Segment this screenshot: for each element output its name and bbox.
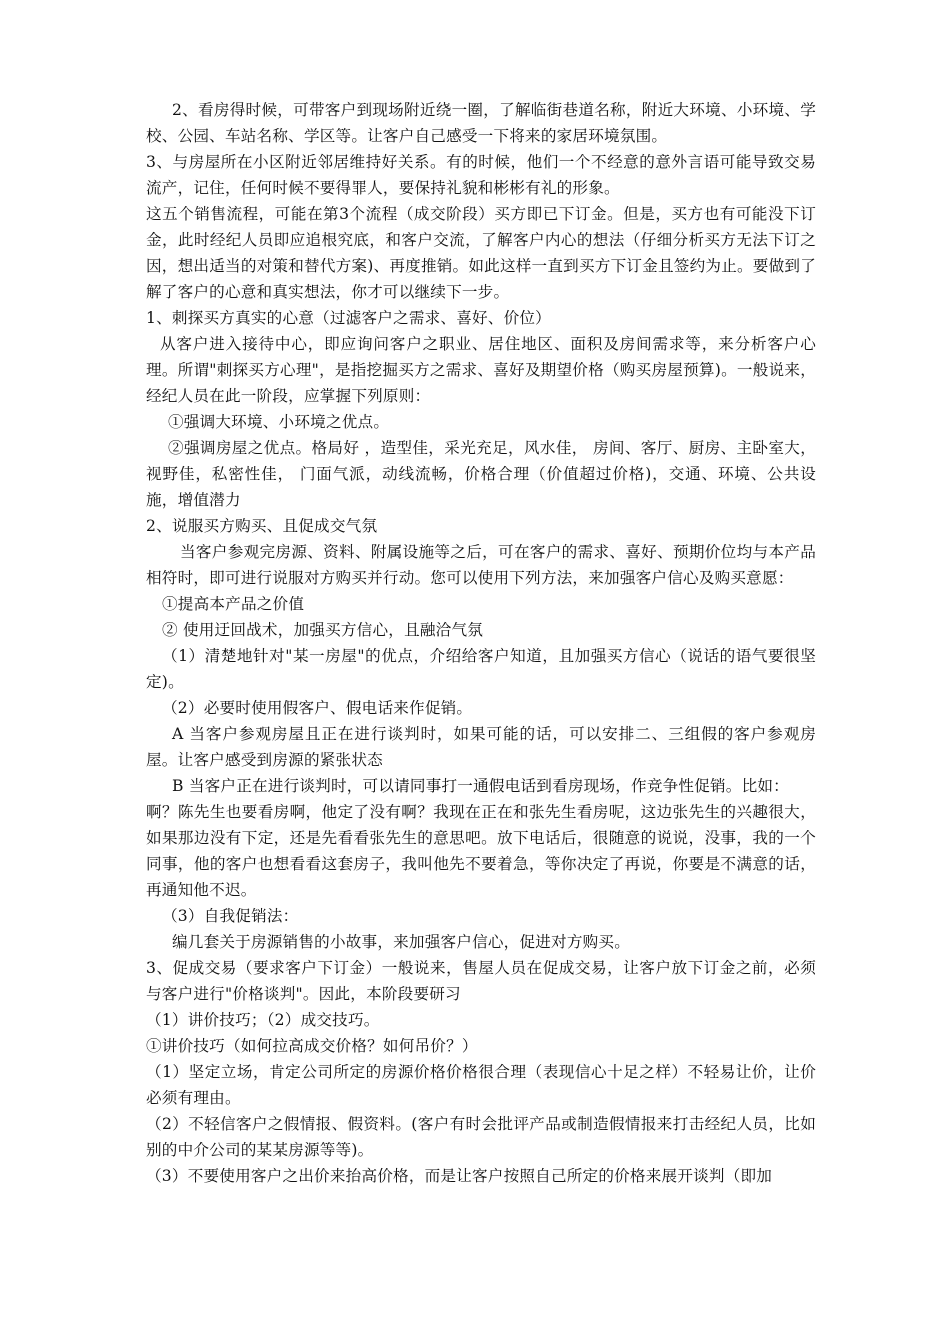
paragraph — [146, 1007, 816, 1033]
paragraph-text: B 当客户正在进行谈判时，可以请同事打一通假电话到看房现场，作竞争性促销。比如： — [172, 777, 789, 795]
paragraph-text: A 当客户参观房屋且正在进行谈判时，如果可能的话，可以安排二、三组假的客户参观房屋。让客户感受到房源的紧张状态 — [146, 725, 816, 769]
paragraph-text: （1）讲价技巧；（2）成交技巧。 — [146, 1011, 380, 1029]
paragraph-text: ①强调大环境、小环境之优点。 — [168, 413, 390, 431]
paragraph-text: 3、与房屋所在小区附近邻居维持好关系。有的时候，他们一个不经意的意外言语可能导致交易流产，记住，任何时候不要得罪人，要保持礼貌和彬彬有礼的形象。 — [146, 153, 816, 197]
paragraph — [146, 513, 816, 539]
paragraph-text: （1）坚定立场，肯定公司所定的房源价格价格很合理（表现信心十足之样）不轻易让价，让价必须有理由。 — [146, 1063, 816, 1107]
paragraph — [146, 1111, 816, 1163]
paragraph-text: 当客户参观完房源、资料、附属设施等之后，可在客户的需求、喜好、预期价位均与本产品相符时，即可进行说服对方购买并行动。您可以使用下列方法，来加强客户信心及购买意愿： — [146, 543, 816, 587]
paragraph-text: 从客户进入接待中心，即应询问客户之职业、居住地区、面积及房间需求等，来分析客户心理。所谓"刺探买方心理"，是指挖掘买方之需求、喜好及期望价格（购买房屋预算)。一般说来，经纪人员在此一阶段，应掌握下列原则： — [146, 335, 816, 405]
paragraph-text: 啊？陈先生也要看房啊，他定了没有啊？我现在正在和张先生看房呢，这边张先生的兴趣很大，如果那边没有下定，还是先看看张先生的意思吧。放下电话后，很随意的说说，没事，我的一个同事，他的客户也想看看这套房子，我叫他先不要着急，等你决定了再说，你要是不满意的话，再通知他不迟。 — [146, 803, 816, 899]
paragraph — [146, 435, 816, 513]
paragraph-text: 这五个销售流程，可能在第3个流程（成交阶段）买方即已下订金。但是，买方也有可能没下订金，此时经纪人员即应追根究底，和客户交流，了解客户内心的想法（仔细分析买方无法下订之因，想出适当的对策和替代方案)、再度推销。如此这样一直到买方下订金且签约为止。要做到了解了客户的心意和真实想法，你才可以继续下一步。 — [146, 205, 816, 301]
paragraph-text: ②强调房屋之优点。格局好 ，造型佳，采光充足，风水佳， 房间、客厅、厨房、主卧室大，视野佳，私密性佳， 门面气派，动线流畅，价格合理（价值超过价格)，交通、环境、公共设施，增值潜力 — [146, 439, 816, 509]
paragraph — [146, 617, 816, 643]
paragraph — [146, 929, 816, 955]
paragraph — [146, 773, 816, 799]
paragraph — [146, 591, 816, 617]
paragraph — [146, 1163, 816, 1189]
paragraph-text: 3、促成交易（要求客户下订金）一般说来，售屋人员在促成交易，让客户放下订金之前，必须与客户进行"价格谈判"。因此，本阶段要研习 — [146, 959, 816, 1003]
paragraph — [146, 643, 816, 695]
paragraph-text: 1、刺探买方真实的心意（过滤客户之需求、喜好、价位） — [146, 309, 551, 327]
paragraph-text: ② 使用迂回战术，加强买方信心，且融洽气氛 — [162, 621, 484, 639]
paragraph-text: 2、看房得时候，可带客户到现场附近绕一圈，了解临街巷道名称，附近大环境、小环境、学校、公园、车站名称、学区等。让客户自己感受一下将来的家居环境氛围。 — [146, 101, 816, 145]
paragraph — [146, 539, 816, 591]
paragraph — [146, 903, 816, 929]
paragraph — [146, 201, 816, 305]
paragraph — [146, 149, 816, 201]
paragraph — [146, 305, 816, 331]
paragraph-text: （3）自我促销法： — [162, 907, 299, 925]
paragraph — [146, 1033, 816, 1059]
paragraph-text: 2、说服买方购买、且促成交气氛 — [146, 517, 378, 535]
paragraph-text: ①讲价技巧（如何拉高成交价格？如何吊价？） — [146, 1037, 478, 1055]
paragraph — [146, 409, 816, 435]
paragraph-text: （2）不轻信客户之假情报、假资料。(客户有时会批评产品或制造假情报来打击经纪人员，比如别的中介公司的某某房源等等)。 — [146, 1115, 816, 1159]
paragraph — [146, 331, 816, 409]
paragraph — [146, 955, 816, 1007]
paragraph — [146, 799, 816, 903]
paragraph — [146, 1059, 816, 1111]
paragraph-text: （1）清楚地针对"某一房屋"的优点，介绍给客户知道，且加强买方信心（说话的语气要很坚定)。 — [146, 647, 816, 691]
paragraph — [146, 695, 816, 721]
paragraph-text: （3）不要使用客户之出价来抬高价格，而是让客户按照自己所定的价格来展开谈判（即加 — [146, 1167, 773, 1185]
paragraph-text: （2）必要时使用假客户、假电话来作促销。 — [162, 699, 473, 717]
paragraph-text: ①提高本产品之价值 — [162, 595, 305, 613]
document-body — [146, 97, 816, 1189]
paragraph — [146, 721, 816, 773]
paragraph — [146, 97, 816, 149]
paragraph-text: 编几套关于房源销售的小故事，来加强客户信心，促进对方购买。 — [172, 933, 631, 951]
